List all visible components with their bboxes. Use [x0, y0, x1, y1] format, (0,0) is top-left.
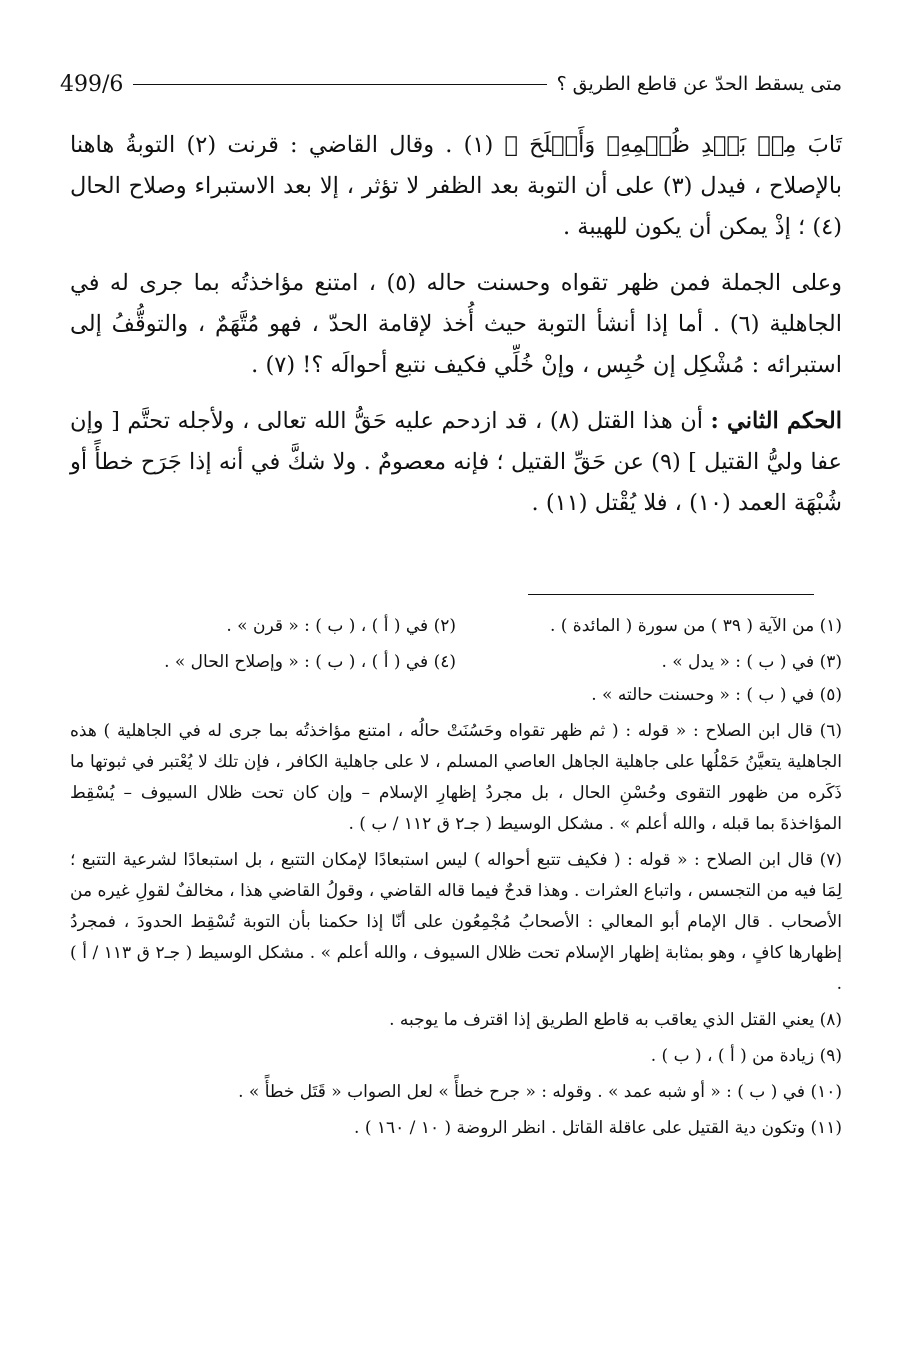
- paragraph-text: وعلى الجملة فمن ظهر تقواه وحسنت حاله (٥) ، امتنع مؤاخذتُه بما جرى له في الجاهلية (٦) . أما إذا أنشأ التوبة حيث أُخذ لإقامة الحدّ ، فهو مُتَّهَمٌ ، والتوقُّفُ إلى استبرائه : مُشْكِل إن حُبِس ، وإنْ خُلِّي فكيف نتبع أحوالَه ؟! (٧) .: [70, 270, 842, 378]
- paragraph-text: أن هذا القتل (٨) ، قد ازدحم عليه حَقُّ الله تعالى ، ولأجله تحتَّم [ وإن عفا وليُّ القتيل ] (٩) عن حَقِّ القتيل ؛ فإنه معصومٌ . ولا شكَّ في أنه إذا جَرَح خطأً أو شُبْهَة العمد (١٠) ، فلا يُقْتل (١١) .: [70, 408, 842, 516]
- footnote-1: (١) من الآية ( ٣٩ ) من سورة ( المائدة ) .: [549, 615, 842, 636]
- paragraph-3: [70, 401, 842, 524]
- footnote-8: (٨) يعني القتل الذي يعاقب به قاطع الطريق إذا اقترف ما يوجبه .: [389, 1010, 842, 1030]
- header-rule: [133, 84, 546, 85]
- footnote-separator: [528, 594, 814, 595]
- footnote-10: (١٠) في ( ب ) : « أو شبه عمد » . وقوله : « جرح خطأً » لعل الصواب « قَتَل خطأً » .: [238, 1082, 842, 1102]
- paragraph-2: [70, 263, 842, 386]
- footnote-5: (٥) في ( ب ) : « وحسنت حالته » .: [591, 685, 842, 705]
- header-title: متى يسقط الحدّ عن قاطع الطريق ؟: [556, 73, 842, 95]
- footnotes: [70, 608, 842, 1149]
- footnote-row: [70, 644, 842, 680]
- footnote-9: (٩) زيادة من ( أ ) ، ( ب ) .: [650, 1046, 842, 1066]
- running-header: [60, 68, 842, 100]
- footnote-4: (٤) في ( أ ) ، ( ب ) : « وإصلاح الحال » .: [164, 651, 456, 672]
- paragraph-text: تَابَ مِنۢ بَعۡدِ ظُلۡمِهِۦ وَأَصۡلَحَ ﴾ (١) . وقال القاضي : قرنت (٢) التوبةُ هاهنا بالإصلاح ، فيدل (٣) على أن التوبة بعد الظفر لا تؤثر ، إلا بعد الاستبراء وصلاح الحال (٤) ؛ إذْ يمكن أن يكون للهيبة .: [70, 132, 842, 240]
- footnote-11: (١١) وتكون دية القتيل على عاقلة القاتل . انظر الروضة ( ١٠ / ١٦٠ ) .: [354, 1118, 842, 1138]
- footnote-7: (٧) قال ابن الصلاح : « قوله : ( فكيف تتبع أحواله ) ليس استبعادًا لإمكان التتبع ، بل استبعادًا لشرعية التتبع ؛ لِمَا فيه من التجسس ، واتباع العثرات . وهذا قدحٌ فيما قاله القاضي ، وقولُ القاضي هذا ، مخالفٌ لقولِ غيره من الأصحاب . قال الإمام أبو المعالي : الأصحابُ مُجْمِعُون على أنّا إذا حكمنا بأن التوبة تُسْقِط الحدودَ ، فمجردُ إظهارها كافٍ ، وهو بمثابة إظهار الإسلام تحت ظلال السيوف ، والله أعلم » . مشكل الوسيط ( جـ٢ ق ١١٣ / أ ) .: [70, 850, 843, 994]
- footnote-6: (٦) قال ابن الصلاح : « قوله : ( ثم ظهر تقواه وحَسُنَتْ حالُه ، امتنع مؤاخذتُه بما جرى له في الجاهلية ) هذه الجاهلية يتعيَّنُ حَمْلُها على جاهلية الجاهل العاصي المسلم ، لا على جاهلية الكافر ، فإن تلك لا يُعْتبر في ثبوتها ما ذَكَره من ظهور التقوى وحُسْنِ الحال ، بل مجردُ إظهارِ الإسلام – وإن كان تحت ظلال السيوف – يُسْقِط المؤاخذةَ بما قبله ، والله أعلم » . مشكل الوسيط ( جـ٢ ق ١١٢ / ب ) .: [70, 721, 842, 834]
- footnote-3: (٣) في ( ب ) : « يدل » .: [661, 651, 842, 672]
- section-heading: الحكم الثاني :: [710, 408, 843, 434]
- main-text: [70, 125, 842, 539]
- page-number: 499/6: [60, 71, 124, 97]
- footnote-row: [70, 608, 842, 644]
- footnote-2: (٢) في ( أ ) ، ( ب ) : « قرن » .: [226, 615, 456, 636]
- paragraph-1: [70, 125, 842, 248]
